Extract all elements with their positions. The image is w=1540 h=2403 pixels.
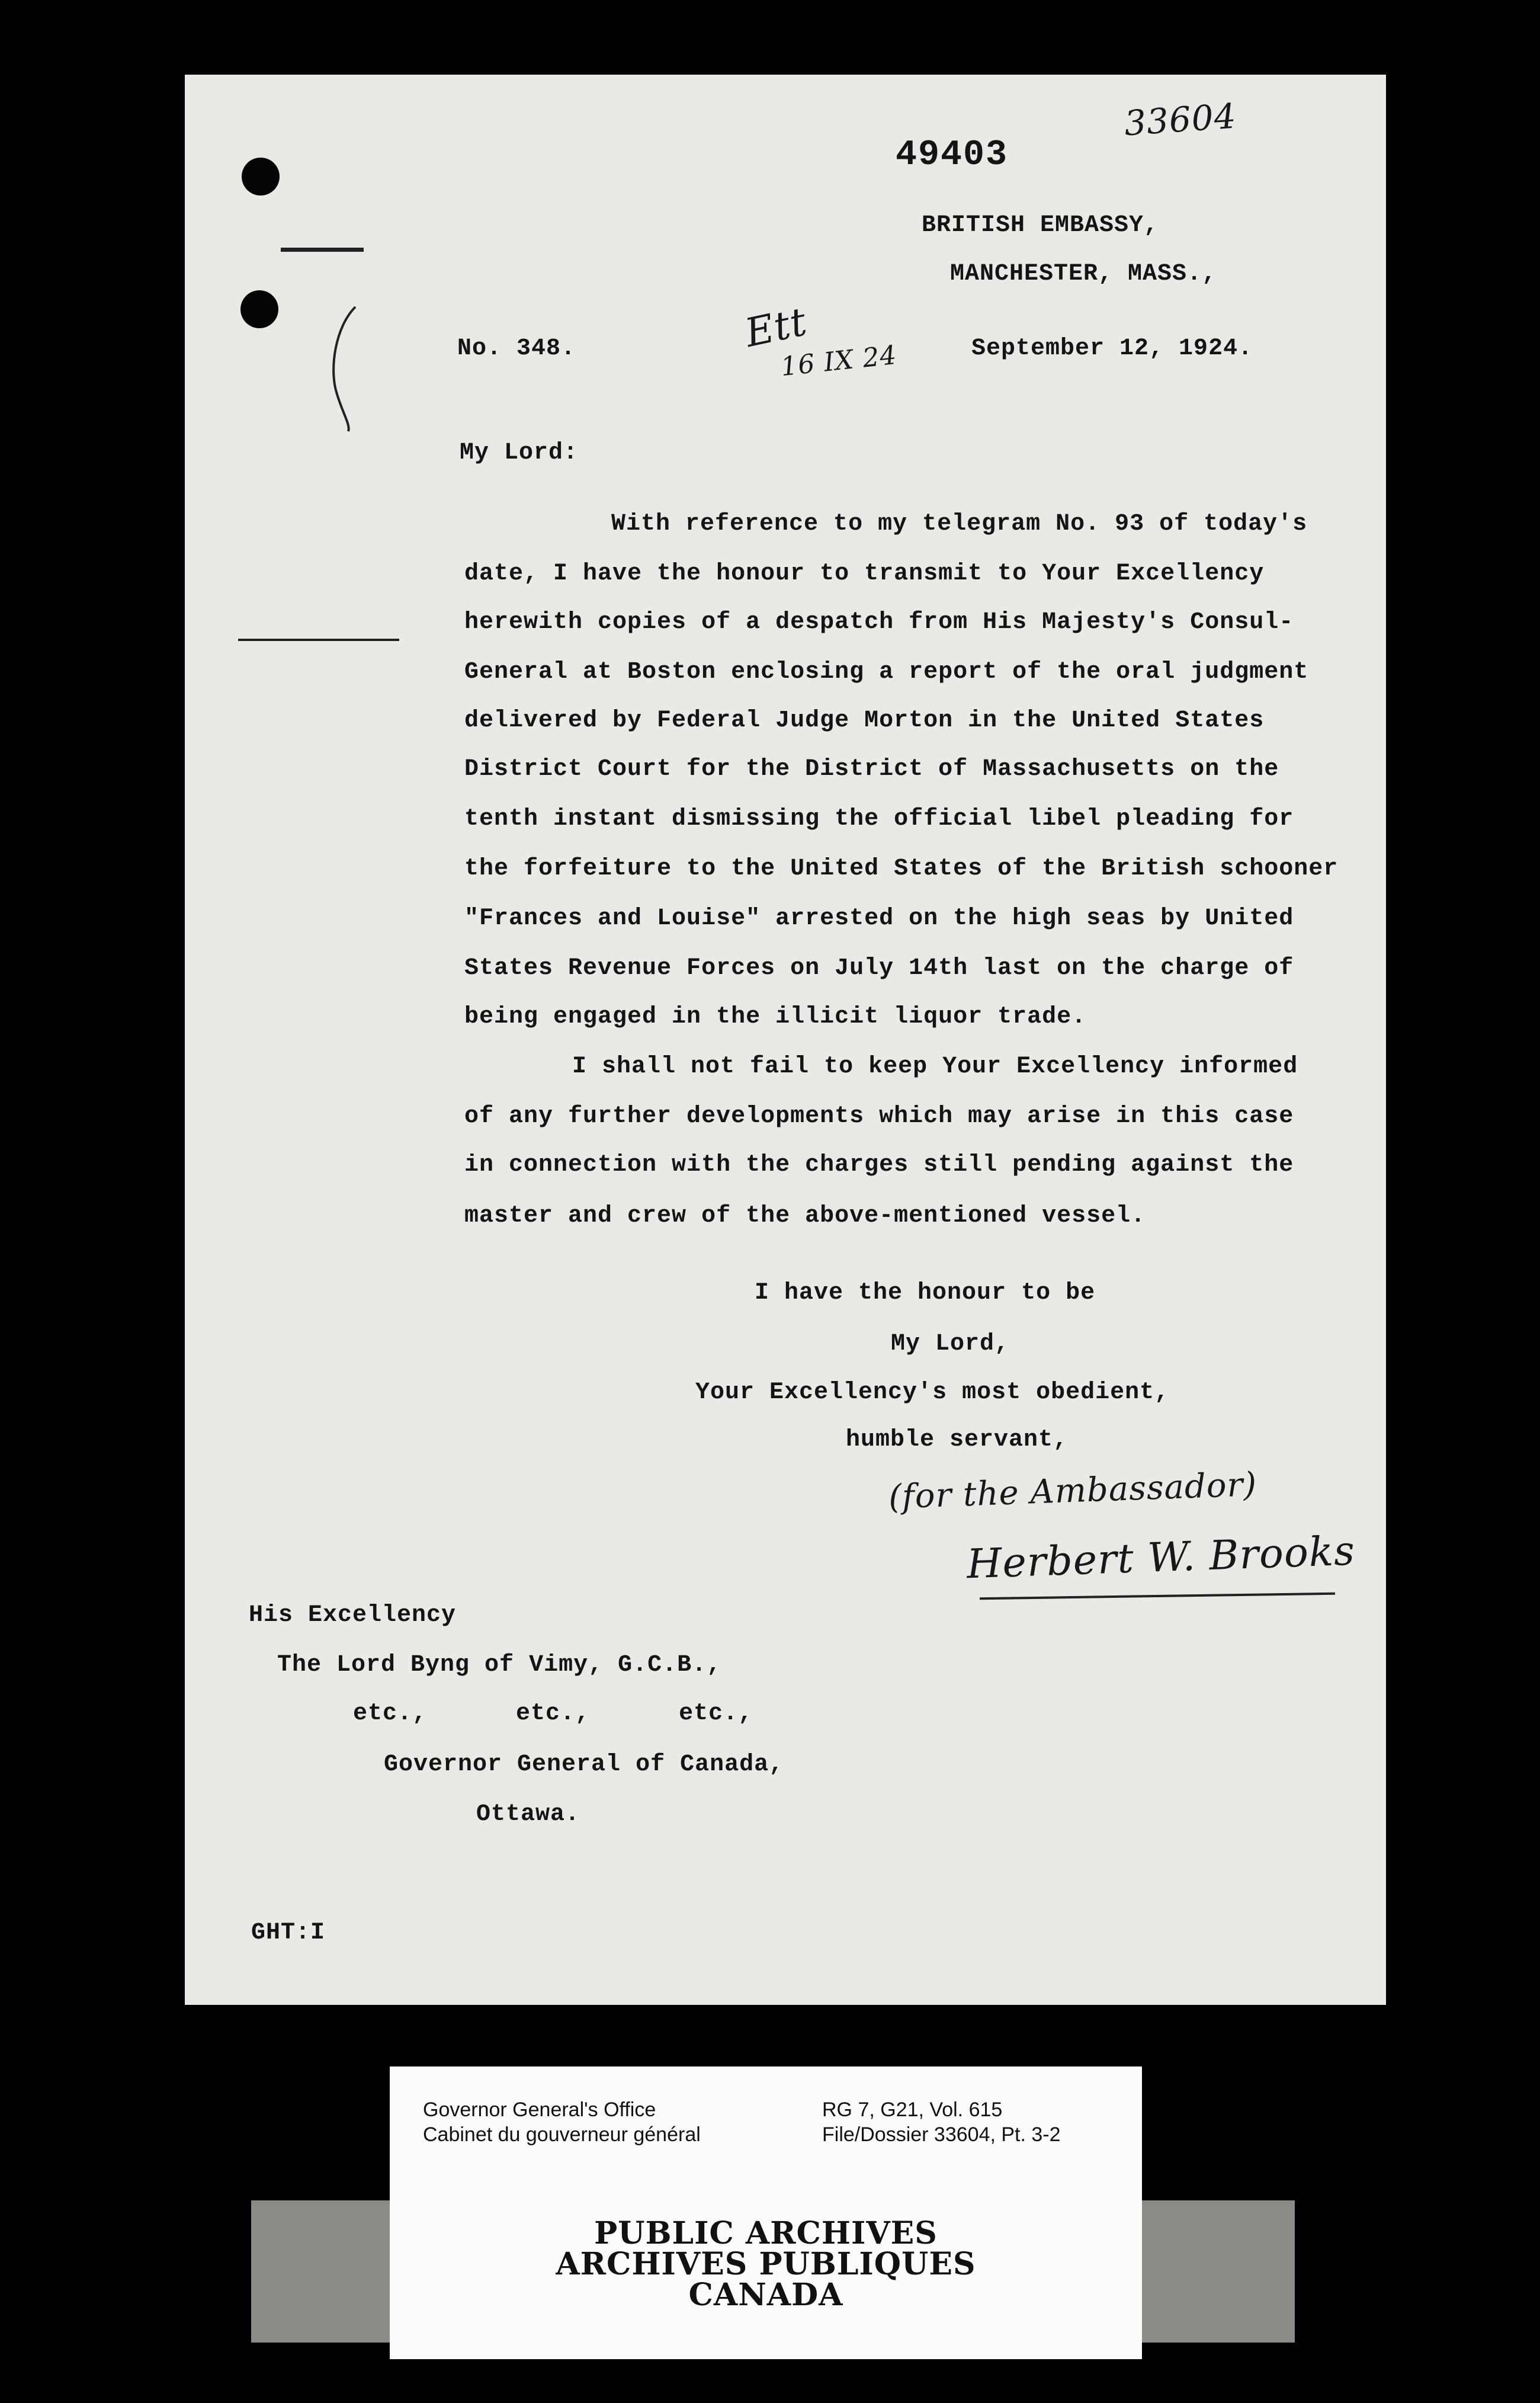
body-line: delivered by Federal Judge Morton in the United States xyxy=(464,707,1265,734)
despatch-number: No. 348. xyxy=(457,335,576,362)
enclosure-arrow-line xyxy=(238,639,399,641)
handwritten-note-ett: Ett xyxy=(741,299,811,356)
body-line: tenth instant dismissing the official libel pleading for xyxy=(464,806,1294,832)
body-line: District Court for the District of Massachusetts on the xyxy=(464,756,1279,783)
punch-hole-top xyxy=(242,158,280,196)
signature: Herbert W. Brooks xyxy=(965,1527,1356,1588)
closing-line: My Lord, xyxy=(891,1331,1010,1357)
handwritten-for-ambassador: (for the Ambassador) xyxy=(888,1465,1258,1517)
body-line: I shall not fail to keep Your Excellency informed xyxy=(572,1053,1298,1080)
embassy-location: MANCHESTER, MASS., xyxy=(950,261,1217,287)
closing-line: I have the honour to be xyxy=(755,1280,1096,1306)
address-line: Governor General of Canada, xyxy=(384,1751,784,1778)
body-line: being engaged in the illicit liquor trade. xyxy=(464,1004,1087,1030)
body-line: of any further developments which may arise in this case xyxy=(464,1103,1294,1130)
embassy-name: BRITISH EMBASSY, xyxy=(922,212,1159,239)
body-line: "Frances and Louise" arrested on the high seas by United xyxy=(464,905,1294,932)
closing-line: Your Excellency's most obedient, xyxy=(695,1379,1170,1406)
address-line: The Lord Byng of Vimy, G.C.B., xyxy=(277,1652,722,1678)
body-line: date, I have the honour to transmit to Your Excellency xyxy=(464,560,1265,587)
archive-label xyxy=(390,2066,1142,2359)
stamp-line-public-archives: PUBLIC ARCHIVES xyxy=(594,2215,938,2251)
margin-bracket-mark xyxy=(325,303,360,434)
address-line: etc., etc., etc., xyxy=(353,1700,753,1727)
margin-dash xyxy=(281,248,364,252)
handwritten-note-date: 16 IX 24 xyxy=(779,339,899,383)
closing-line: humble servant, xyxy=(846,1427,1069,1453)
body-line: With reference to my telegram No. 93 of today's xyxy=(611,511,1308,537)
file-reference: File/Dossier 33604, Pt. 3-2 xyxy=(822,2123,1061,2146)
stamp-line-archives-publiques: ARCHIVES PUBLIQUES xyxy=(556,2246,976,2282)
body-line: the forfeiture to the United States of the British schooner xyxy=(464,856,1339,882)
office-english: Governor General's Office xyxy=(423,2098,656,2121)
record-group: RG 7, G21, Vol. 615 xyxy=(822,2098,1003,2121)
reference-initials: GHT:I xyxy=(251,1920,326,1946)
address-line: Ottawa. xyxy=(476,1801,580,1828)
address-line: His Excellency xyxy=(249,1602,457,1629)
handwritten-file-number: 33604 xyxy=(1122,95,1238,144)
punch-hole-bottom xyxy=(240,290,278,328)
letter-date: September 12, 1924. xyxy=(971,335,1253,362)
office-french: Cabinet du gouverneur général xyxy=(423,2123,701,2146)
body-line: herewith copies of a despatch from His Majesty's Consul- xyxy=(464,609,1294,636)
body-line: in connection with the charges still pending against the xyxy=(464,1152,1294,1178)
file-number: 49403 xyxy=(896,135,1009,175)
body-line: master and crew of the above-mentioned vessel. xyxy=(464,1203,1146,1229)
stamp-line-canada: CANADA xyxy=(688,2277,843,2313)
body-line: States Revenue Forces on July 14th last on the charge of xyxy=(464,955,1294,982)
body-line: General at Boston enclosing a report of the oral judgment xyxy=(464,659,1309,685)
salutation: My Lord: xyxy=(460,440,579,466)
